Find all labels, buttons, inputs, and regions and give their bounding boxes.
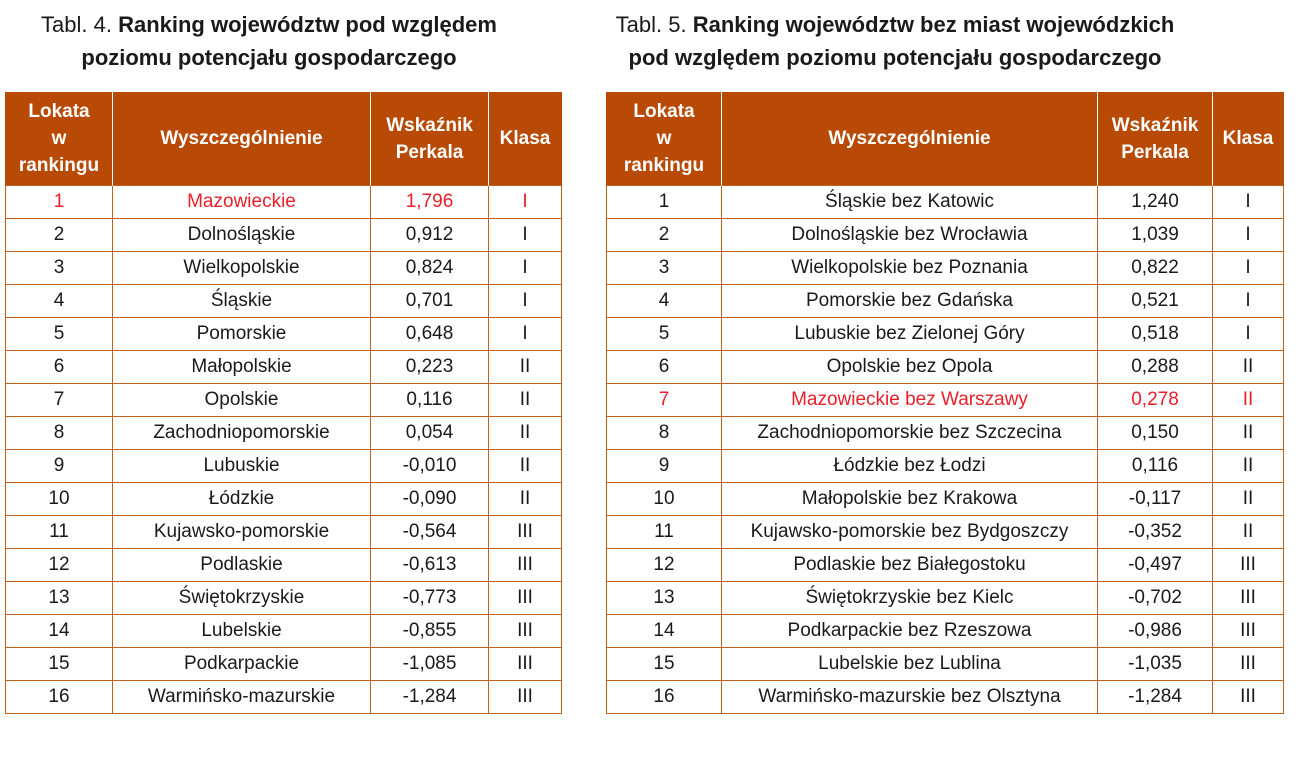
table-5-number: Tabl. 5. bbox=[615, 12, 687, 37]
perkal-index-cell: 0,116 bbox=[1098, 450, 1213, 483]
class-cell: I bbox=[1213, 186, 1284, 219]
class-cell: I bbox=[489, 318, 562, 351]
rank-cell: 2 bbox=[6, 219, 113, 252]
rank-cell: 8 bbox=[607, 417, 722, 450]
perkal-index-cell: -0,090 bbox=[371, 483, 489, 516]
header-index-line-2: Perkala bbox=[395, 141, 464, 163]
table-4-title: Ranking województw pod względem bbox=[118, 12, 497, 37]
table-row bbox=[6, 549, 562, 582]
header-rank-line-3: rankingu bbox=[623, 155, 705, 176]
perkal-index-cell: -1,035 bbox=[1098, 648, 1213, 681]
header-rank-line-2: w bbox=[51, 128, 67, 149]
table-row bbox=[607, 219, 1284, 252]
name-cell: Śląskie bez Katowic bbox=[722, 186, 1098, 219]
header-name: Wyszczególnienie bbox=[113, 92, 371, 186]
table-5-body bbox=[607, 186, 1284, 714]
table-row bbox=[6, 681, 562, 714]
name-cell: Podlaskie bbox=[113, 549, 371, 582]
name-cell: Świętokrzyskie bez Kielc bbox=[722, 582, 1098, 615]
class-cell: III bbox=[1213, 615, 1284, 648]
class-cell: I bbox=[489, 186, 562, 219]
table-row bbox=[607, 549, 1284, 582]
ranking-table-5 bbox=[606, 92, 1284, 714]
table-row bbox=[6, 351, 562, 384]
rank-cell: 9 bbox=[6, 450, 113, 483]
rank-cell: 1 bbox=[6, 186, 113, 219]
name-cell: Pomorskie bez Gdańska bbox=[722, 285, 1098, 318]
table-row bbox=[6, 615, 562, 648]
name-cell: Warmińsko-mazurskie bbox=[113, 681, 371, 714]
name-cell: Łódzkie bbox=[113, 483, 371, 516]
perkal-index-cell: 0,288 bbox=[1098, 351, 1213, 384]
table-4-body bbox=[6, 186, 562, 714]
rank-cell: 11 bbox=[607, 516, 722, 549]
name-cell: Opolskie bez Opola bbox=[722, 351, 1098, 384]
rank-cell: 4 bbox=[6, 285, 113, 318]
perkal-index-cell: -0,773 bbox=[371, 582, 489, 615]
table-row bbox=[6, 417, 562, 450]
perkal-index-cell: 0,521 bbox=[1098, 285, 1213, 318]
rank-cell: 3 bbox=[607, 252, 722, 285]
rank-cell: 5 bbox=[607, 318, 722, 351]
table-5-title-line-2: pod względem poziomu potencjału gospodarczego bbox=[628, 45, 1162, 70]
perkal-index-cell: 0,150 bbox=[1098, 417, 1213, 450]
table-4-caption-line-1 bbox=[5, 8, 533, 41]
table-row bbox=[607, 285, 1284, 318]
table-row bbox=[6, 516, 562, 549]
class-cell: I bbox=[489, 252, 562, 285]
name-cell: Podkarpackie bez Rzeszowa bbox=[722, 615, 1098, 648]
header-index-line-1: Wskaźnik bbox=[1111, 114, 1199, 136]
rank-cell: 3 bbox=[6, 252, 113, 285]
class-cell: I bbox=[1213, 219, 1284, 252]
class-cell: II bbox=[1213, 450, 1284, 483]
header-rank-line-1: Lokata bbox=[28, 101, 90, 122]
perkal-index-cell: -0,010 bbox=[371, 450, 489, 483]
class-cell: II bbox=[489, 483, 562, 516]
rank-cell: 14 bbox=[6, 615, 113, 648]
perkal-index-cell: 0,116 bbox=[371, 384, 489, 417]
rank-cell: 10 bbox=[6, 483, 113, 516]
name-cell: Podkarpackie bbox=[113, 648, 371, 681]
perkal-index-cell: 0,054 bbox=[371, 417, 489, 450]
header-rank-line-2: w bbox=[656, 128, 672, 149]
class-cell: III bbox=[489, 615, 562, 648]
header-rank-line-1: Lokata bbox=[633, 101, 695, 122]
table-row bbox=[607, 681, 1284, 714]
name-cell: Kujawsko-pomorskie bez Bydgoszczy bbox=[722, 516, 1098, 549]
perkal-index-cell: -0,986 bbox=[1098, 615, 1213, 648]
rank-cell: 8 bbox=[6, 417, 113, 450]
table-row bbox=[607, 582, 1284, 615]
rank-cell: 6 bbox=[607, 351, 722, 384]
table-row bbox=[607, 516, 1284, 549]
perkal-index-cell: 1,039 bbox=[1098, 219, 1213, 252]
perkal-index-cell: -1,284 bbox=[1098, 681, 1213, 714]
name-cell: Wielkopolskie bez Poznania bbox=[722, 252, 1098, 285]
name-cell: Mazowieckie bez Warszawy bbox=[722, 384, 1098, 417]
name-cell: Lubuskie bbox=[113, 450, 371, 483]
class-cell: II bbox=[489, 384, 562, 417]
class-cell: II bbox=[489, 417, 562, 450]
table-4-title-line-2: poziomu potencjału gospodarczego bbox=[81, 45, 457, 70]
name-cell: Opolskie bbox=[113, 384, 371, 417]
table-row bbox=[6, 582, 562, 615]
name-cell: Lubelskie bbox=[113, 615, 371, 648]
name-cell: Zachodniopomorskie bbox=[113, 417, 371, 450]
class-cell: III bbox=[1213, 681, 1284, 714]
perkal-index-cell: 0,912 bbox=[371, 219, 489, 252]
name-cell: Śląskie bbox=[113, 285, 371, 318]
class-cell: III bbox=[489, 582, 562, 615]
table-4-caption bbox=[5, 8, 533, 74]
header-index-line-1: Wskaźnik bbox=[386, 114, 473, 136]
perkal-index-cell: 1,240 bbox=[1098, 186, 1213, 219]
name-cell: Małopolskie bez Krakowa bbox=[722, 483, 1098, 516]
perkal-index-cell: -1,284 bbox=[371, 681, 489, 714]
perkal-index-cell: -0,564 bbox=[371, 516, 489, 549]
header-index bbox=[1098, 92, 1213, 186]
header-class: Klasa bbox=[489, 92, 562, 186]
ranking-table-4 bbox=[5, 92, 562, 714]
class-cell: II bbox=[1213, 417, 1284, 450]
table-row bbox=[607, 450, 1284, 483]
table-row bbox=[607, 351, 1284, 384]
table-5-caption bbox=[595, 8, 1195, 74]
perkal-index-cell: -0,117 bbox=[1098, 483, 1213, 516]
name-cell: Kujawsko-pomorskie bbox=[113, 516, 371, 549]
rank-cell: 11 bbox=[6, 516, 113, 549]
class-cell: II bbox=[1213, 516, 1284, 549]
perkal-index-cell: 0,278 bbox=[1098, 384, 1213, 417]
class-cell: III bbox=[1213, 549, 1284, 582]
name-cell: Wielkopolskie bbox=[113, 252, 371, 285]
table-row bbox=[6, 450, 562, 483]
name-cell: Mazowieckie bbox=[113, 186, 371, 219]
rank-cell: 12 bbox=[6, 549, 113, 582]
name-cell: Dolnośląskie bbox=[113, 219, 371, 252]
class-cell: I bbox=[1213, 252, 1284, 285]
table-row bbox=[6, 186, 562, 219]
perkal-index-cell: 0,824 bbox=[371, 252, 489, 285]
rank-cell: 6 bbox=[6, 351, 113, 384]
table-row bbox=[607, 417, 1284, 450]
perkal-index-cell: 0,701 bbox=[371, 285, 489, 318]
class-cell: II bbox=[489, 450, 562, 483]
class-cell: I bbox=[489, 285, 562, 318]
name-cell: Lubelskie bez Lublina bbox=[722, 648, 1098, 681]
class-cell: III bbox=[1213, 582, 1284, 615]
table-header-row bbox=[607, 92, 1284, 186]
table-row bbox=[6, 483, 562, 516]
table-row bbox=[607, 615, 1284, 648]
name-cell: Warmińsko-mazurskie bez Olsztyna bbox=[722, 681, 1098, 714]
table-row bbox=[607, 648, 1284, 681]
table-row bbox=[607, 186, 1284, 219]
rank-cell: 4 bbox=[607, 285, 722, 318]
table-4-number: Tabl. 4. bbox=[41, 12, 112, 37]
rank-cell: 15 bbox=[607, 648, 722, 681]
name-cell: Dolnośląskie bez Wrocławia bbox=[722, 219, 1098, 252]
class-cell: III bbox=[489, 549, 562, 582]
class-cell: II bbox=[1213, 351, 1284, 384]
class-cell: I bbox=[489, 219, 562, 252]
perkal-index-cell: -0,855 bbox=[371, 615, 489, 648]
perkal-index-cell: 1,796 bbox=[371, 186, 489, 219]
name-cell: Lubuskie bez Zielonej Góry bbox=[722, 318, 1098, 351]
table-header-row bbox=[6, 92, 562, 186]
header-index bbox=[371, 92, 489, 186]
rank-cell: 15 bbox=[6, 648, 113, 681]
rank-cell: 2 bbox=[607, 219, 722, 252]
perkal-index-cell: 0,518 bbox=[1098, 318, 1213, 351]
rank-cell: 9 bbox=[607, 450, 722, 483]
perkal-index-cell: -0,352 bbox=[1098, 516, 1213, 549]
rank-cell: 10 bbox=[607, 483, 722, 516]
name-cell: Świętokrzyskie bbox=[113, 582, 371, 615]
class-cell: III bbox=[489, 516, 562, 549]
header-rank-line-3: rankingu bbox=[18, 155, 100, 176]
rank-cell: 16 bbox=[6, 681, 113, 714]
class-cell: III bbox=[489, 681, 562, 714]
table-5-title: Ranking województw bez miast wojewódzkich bbox=[692, 12, 1175, 37]
rank-cell: 12 bbox=[607, 549, 722, 582]
table-row bbox=[607, 483, 1284, 516]
table-row bbox=[6, 285, 562, 318]
table-row bbox=[607, 384, 1284, 417]
rank-cell: 16 bbox=[607, 681, 722, 714]
name-cell: Podlaskie bez Białegostoku bbox=[722, 549, 1098, 582]
perkal-index-cell: 0,822 bbox=[1098, 252, 1213, 285]
header-rank bbox=[6, 92, 113, 186]
rank-cell: 13 bbox=[6, 582, 113, 615]
class-cell: II bbox=[1213, 384, 1284, 417]
table-row bbox=[6, 219, 562, 252]
class-cell: III bbox=[489, 648, 562, 681]
class-cell: I bbox=[1213, 285, 1284, 318]
perkal-index-cell: -1,085 bbox=[371, 648, 489, 681]
class-cell: I bbox=[1213, 318, 1284, 351]
header-name: Wyszczególnienie bbox=[722, 92, 1098, 186]
perkal-index-cell: 0,223 bbox=[371, 351, 489, 384]
rank-cell: 14 bbox=[607, 615, 722, 648]
rank-cell: 5 bbox=[6, 318, 113, 351]
perkal-index-cell: -0,497 bbox=[1098, 549, 1213, 582]
header-rank bbox=[607, 92, 722, 186]
rank-cell: 7 bbox=[6, 384, 113, 417]
class-cell: II bbox=[1213, 483, 1284, 516]
header-index-line-2: Perkala bbox=[1121, 141, 1189, 163]
class-cell: II bbox=[489, 351, 562, 384]
table-row bbox=[6, 318, 562, 351]
rank-cell: 7 bbox=[607, 384, 722, 417]
perkal-index-cell: -0,702 bbox=[1098, 582, 1213, 615]
name-cell: Łódzkie bez Łodzi bbox=[722, 450, 1098, 483]
name-cell: Pomorskie bbox=[113, 318, 371, 351]
name-cell: Małopolskie bbox=[113, 351, 371, 384]
table-row bbox=[607, 318, 1284, 351]
header-class: Klasa bbox=[1213, 92, 1284, 186]
class-cell: III bbox=[1213, 648, 1284, 681]
rank-cell: 13 bbox=[607, 582, 722, 615]
table-row bbox=[607, 252, 1284, 285]
perkal-index-cell: 0,648 bbox=[371, 318, 489, 351]
table-row bbox=[6, 252, 562, 285]
table-row bbox=[6, 384, 562, 417]
perkal-index-cell: -0,613 bbox=[371, 549, 489, 582]
rank-cell: 1 bbox=[607, 186, 722, 219]
name-cell: Zachodniopomorskie bez Szczecina bbox=[722, 417, 1098, 450]
table-row bbox=[6, 648, 562, 681]
table-5-caption-line-1 bbox=[595, 8, 1195, 41]
